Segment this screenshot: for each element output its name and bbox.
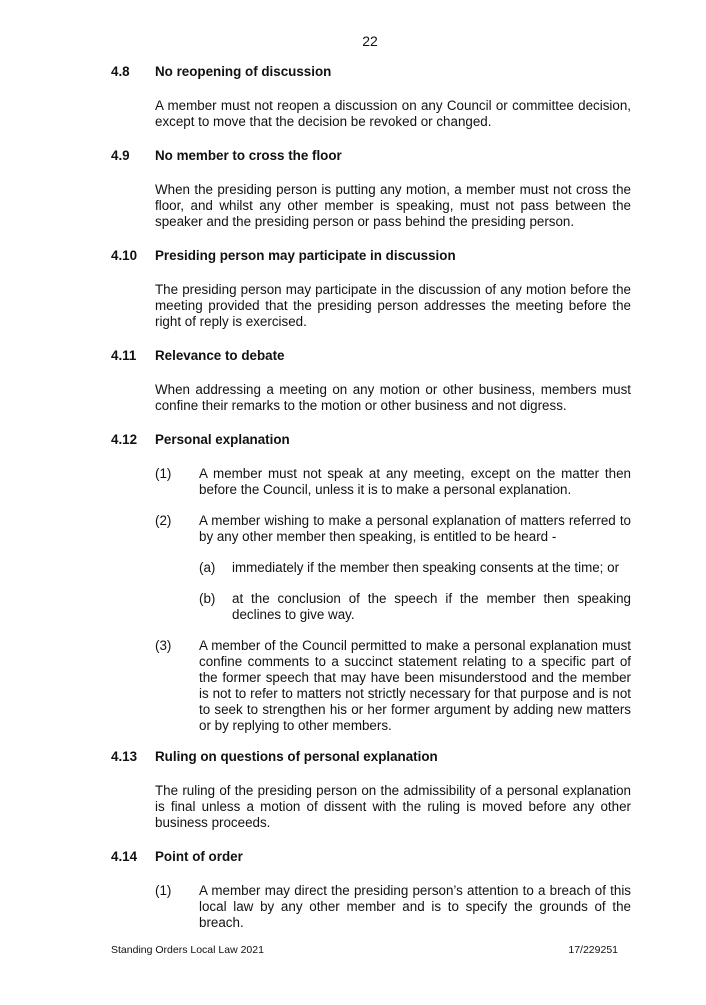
- list-item: [155, 513, 631, 545]
- section-title: Ruling on questions of personal explanation: [155, 749, 438, 764]
- list-item: [155, 883, 631, 931]
- sub-list-item-label: (b): [199, 591, 216, 606]
- list-item-text: A member of the Council permitted to make a personal explanation must confine comments to a succinct statement relating to a specific part of the former speech that may have been misunderstood and the member is not to refer to matters not strictly necessary for that purpose and is not to seek to strengthen his or her former argument by adding new matters or by replying to other members.: [199, 638, 631, 733]
- section-paragraph: When the presiding person is putting any motion, a member must not cross the floor, and whilst any other member is speaking, must not pass between the speaker and the presiding person or pass behind the presiding person.: [155, 182, 631, 229]
- section-title: Point of order: [155, 849, 243, 864]
- section-heading: [111, 148, 631, 164]
- section-paragraph: A member must not reopen a discussion on any Council or committee decision, except to move that the decision be revoked or changed.: [155, 98, 631, 129]
- section-number: 4.8: [111, 64, 130, 79]
- footer-document-title: Standing Orders Local Law 2021: [111, 944, 264, 956]
- sub-list-item: [199, 560, 631, 576]
- section-4-9: [111, 148, 631, 230]
- section-number: 4.9: [111, 148, 130, 163]
- section-paragraph: When addressing a meeting on any motion or other business, members must confine their remarks to the motion or other business and not digress.: [155, 382, 631, 413]
- section-4-10: [111, 248, 631, 330]
- list-item: [155, 638, 631, 734]
- sub-list-item: [199, 591, 631, 623]
- list-item: [155, 466, 631, 498]
- list-item-label: (3): [155, 638, 172, 653]
- list-item-label: (2): [155, 513, 172, 528]
- footer-reference-number: 17/229251: [568, 944, 618, 956]
- page-footer: [111, 944, 618, 956]
- section-heading: [111, 64, 631, 80]
- section-number: 4.13: [111, 749, 138, 764]
- section-heading: [111, 849, 631, 865]
- section-heading: [111, 248, 631, 264]
- section-title: Presiding person may participate in discussion: [155, 248, 456, 263]
- document-body: [111, 64, 631, 949]
- section-paragraph: The ruling of the presiding person on the admissibility of a personal explanation is final unless a motion of dissent with the ruling is moved before any other business proceeds.: [155, 783, 631, 830]
- list-item-text: A member may direct the presiding person’s attention to a breach of this local law by any other member and is to specify the grounds of the breach.: [199, 883, 631, 930]
- list-item-label: (1): [155, 883, 172, 898]
- section-number: 4.14: [111, 849, 138, 864]
- section-number: 4.11: [111, 348, 137, 363]
- section-title: Relevance to debate: [155, 348, 285, 363]
- section-heading: [111, 749, 631, 765]
- section-title: No reopening of discussion: [155, 64, 332, 79]
- section-4-11: [111, 348, 631, 414]
- section-title: Personal explanation: [155, 432, 290, 447]
- list-item-text: A member wishing to make a personal explanation of matters referred to by any other member then speaking, is entitled to be heard -: [199, 513, 631, 544]
- section-paragraph: The presiding person may participate in the discussion of any motion before the meeting provided that the presiding person addresses the meeting before the right of reply is exercised.: [155, 282, 631, 329]
- section-title: No member to cross the floor: [155, 148, 342, 163]
- list-item-text: A member must not speak at any meeting, except on the matter then before the Council, unless it is to make a personal explanation.: [199, 466, 631, 497]
- list-item-label: (1): [155, 466, 172, 481]
- section-number: 4.10: [111, 248, 138, 263]
- section-4-8: [111, 64, 631, 130]
- section-4-14: [111, 849, 631, 931]
- page-number: 22: [362, 33, 378, 49]
- section-heading: [111, 348, 631, 364]
- sub-list-item-text: at the conclusion of the speech if the member then speaking declines to give way.: [232, 591, 631, 622]
- section-number: 4.12: [111, 432, 138, 447]
- section-4-13: [111, 749, 631, 831]
- section-4-12: [111, 432, 631, 734]
- section-heading: [111, 432, 631, 448]
- sub-list-item-text: immediately if the member then speaking consents at the time; or: [232, 560, 620, 575]
- sub-list-item-label: (a): [199, 560, 216, 575]
